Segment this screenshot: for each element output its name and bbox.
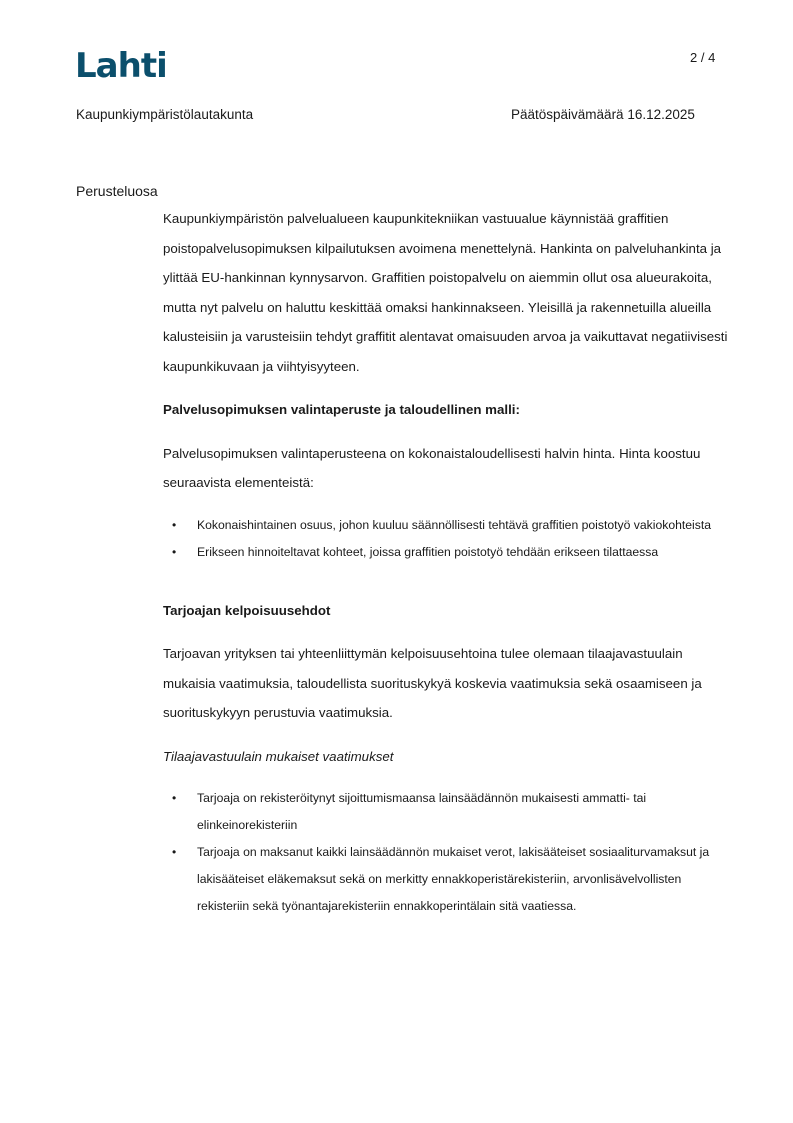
committee-name: Kaupunkiympäristölautakunta bbox=[76, 107, 254, 122]
bullet-icon: • bbox=[172, 517, 177, 532]
list-item bbox=[163, 839, 733, 920]
list-item bbox=[163, 785, 733, 839]
qualification-heading: Tarjoajan kelpoisuusehdot bbox=[163, 602, 331, 618]
selection-list bbox=[163, 512, 733, 566]
selection-paragraph: Palvelusopimuksen valintaperusteena on kokonaistaloudellisesti halvin hinta. Hinta koostuu seuraavista elementeistä: bbox=[163, 445, 701, 490]
bullet-icon: • bbox=[172, 845, 177, 859]
intro-paragraph: Kaupunkiympäristön palvelualueen kaupunkitekniikan vastuualue käynnistää graffitien poistopalvelusopimuksen kilpailutuksen avoimena menettelynä. Hankinta on palveluhankinta ja ylittää EU-hankinnan kynnysarvon. Graffitien poistopalvelu on aiemmin ollut osa alueurakoita, mutta nyt palvelu on haluttu keskittää omaksi hankinnakseen. Yleisillä ja rakennetuilla alueilla kalusteisiin ja varusteisiin tehdyt graffitit alentavat omaisuuden arvoa ja vaikuttavat negatiivisesti kaupunkikuvaan ja viihtyisyyteen. bbox=[163, 211, 728, 374]
selection-heading: Palvelusopimuksen valintaperuste ja taloudellinen malli: bbox=[163, 402, 520, 417]
qualification-paragraph: Tarjoavan yrityksen tai yhteenliittymän kelpoisuusehtoina tulee olemaan tilaajavastuulain mukaisia vaatimuksia, taloudellista suorituskykyä koskevia vaatimuksia sekä osaamiseen ja suorituskykyyn perustuvia vaatimuksia. bbox=[163, 646, 702, 720]
section-title: Perusteluosa bbox=[76, 183, 158, 199]
list-item-text: Kokonaishintainen osuus, johon kuuluu säännöllisesti tehtävä graffitien poistotyö vakiokohteista bbox=[197, 517, 712, 532]
bullet-icon: • bbox=[172, 791, 177, 805]
document-body bbox=[163, 204, 733, 920]
qualification-subheading: Tilaajavastuulain mukaiset vaatimukset bbox=[163, 748, 394, 764]
lahti-logo: Lahti bbox=[75, 46, 167, 86]
list-item-text: Tarjoaja on maksanut kaikki lainsäädännön mukaiset verot, lakisääteiset sosiaaliturvamaksut ja lakisääteiset eläkemaksut sekä on merkitty ennakkoperistärekisteriin, arvonlisävelvollisten rekisteriin sekä työnantajarekisteriin ennakkoperintälain sitä vaatiessa. bbox=[197, 845, 710, 913]
list-item-text: Tarjoaja on rekisteröitynyt sijoittumismaansa lainsäädännön mukaisesti ammatti- tai elinkeinorekisteriin bbox=[197, 791, 647, 832]
list-item bbox=[163, 512, 733, 539]
list-item bbox=[163, 539, 733, 566]
decision-date: Päätöspäivämäärä 16.12.2025 bbox=[511, 107, 695, 122]
bullet-icon: • bbox=[172, 544, 177, 559]
page-indicator: 2 / 4 bbox=[690, 50, 716, 65]
list-item-text: Erikseen hinnoiteltavat kohteet, joissa graffitien poistotyö tehdään erikseen tilattaessa bbox=[197, 544, 659, 559]
qualification-list bbox=[163, 785, 733, 920]
